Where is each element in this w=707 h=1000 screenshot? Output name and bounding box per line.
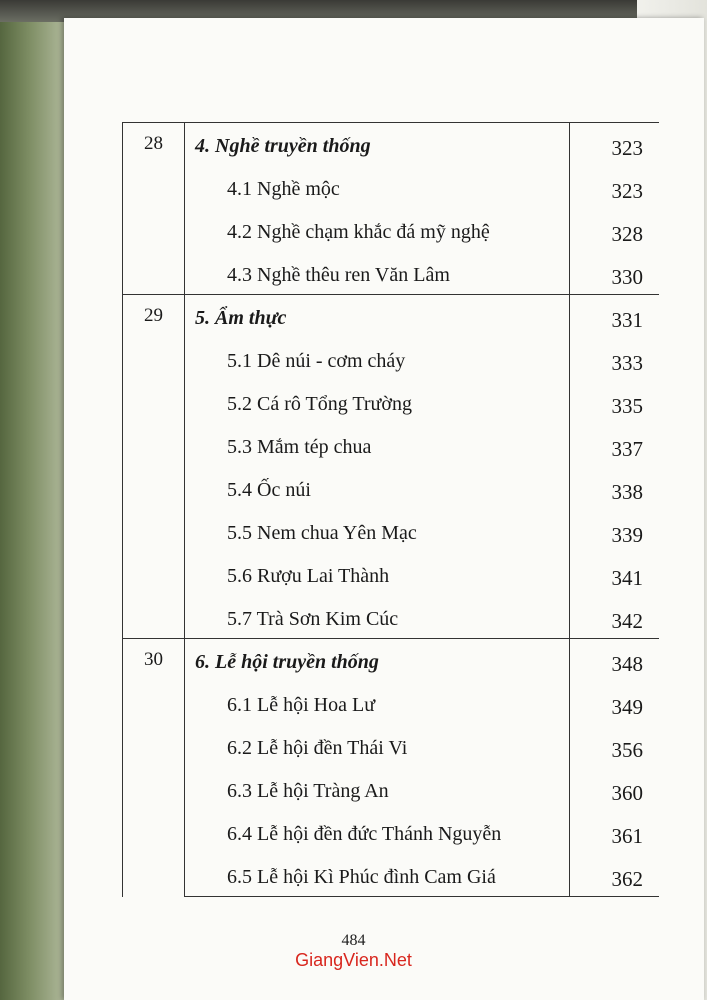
item-title-cell xyxy=(185,725,570,768)
item-page-number: 330 xyxy=(611,264,643,289)
section-number-cell xyxy=(123,123,185,295)
item-page-cell xyxy=(570,510,660,553)
item-title: 5.2 Cá rô Tổng Trường xyxy=(227,392,412,415)
toc-item-row xyxy=(123,725,660,768)
section-title: 4. Nghề truyền thống xyxy=(195,135,371,157)
item-title-cell xyxy=(185,768,570,811)
section-page-cell xyxy=(570,639,660,682)
toc-item-row xyxy=(123,381,660,424)
toc-item-row xyxy=(123,553,660,596)
item-page-number: 342 xyxy=(611,608,643,633)
toc-item-row xyxy=(123,854,660,897)
section-number: 30 xyxy=(144,649,163,670)
item-title: 4.2 Nghề chạm khắc đá mỹ nghệ xyxy=(227,220,490,243)
item-page-number: 362 xyxy=(611,866,643,891)
item-page-cell xyxy=(570,467,660,510)
item-title-cell xyxy=(185,166,570,209)
item-title-cell xyxy=(185,553,570,596)
item-title-cell xyxy=(185,811,570,854)
toc-item-row xyxy=(123,166,660,209)
item-title: 4.1 Nghề mộc xyxy=(227,177,340,200)
item-title: 5.6 Rượu Lai Thành xyxy=(227,564,390,587)
toc-item-row xyxy=(123,252,660,295)
toc-item-row xyxy=(123,811,660,854)
item-page-cell xyxy=(570,596,660,639)
item-page-cell xyxy=(570,854,660,897)
section-number-cell xyxy=(123,295,185,639)
section-page-number: 348 xyxy=(611,652,643,676)
item-page-number: 356 xyxy=(611,737,643,762)
toc-item-row xyxy=(123,682,660,725)
section-number: 29 xyxy=(144,305,163,326)
toc-item-row xyxy=(123,596,660,639)
toc-item-row xyxy=(123,467,660,510)
item-page-number: 335 xyxy=(611,393,643,418)
item-page-number: 328 xyxy=(611,221,643,246)
toc-body xyxy=(123,123,660,897)
item-title: 6.4 Lễ hội đền đức Thánh Nguyễn xyxy=(227,822,502,845)
section-title-cell xyxy=(185,123,570,166)
section-number: 28 xyxy=(144,133,163,154)
item-page-cell xyxy=(570,553,660,596)
item-title: 6.5 Lễ hội Kì Phúc đình Cam Giá xyxy=(227,865,496,888)
item-title-cell xyxy=(185,510,570,553)
section-number-cell xyxy=(123,639,185,897)
item-page-cell xyxy=(570,768,660,811)
item-title-cell xyxy=(185,854,570,897)
section-title: 6. Lễ hội truyền thống xyxy=(195,651,379,673)
item-page-cell xyxy=(570,725,660,768)
item-title: 6.2 Lễ hội đền Thái Vi xyxy=(227,736,408,759)
item-title: 5.7 Trà Sơn Kim Cúc xyxy=(227,607,399,630)
item-title: 4.3 Nghề thêu ren Văn Lâm xyxy=(227,263,450,286)
item-page-cell xyxy=(570,252,660,295)
item-page-cell xyxy=(570,166,660,209)
section-title: 5. Ẩm thực xyxy=(195,307,287,329)
item-title-cell xyxy=(185,424,570,467)
item-title-cell xyxy=(185,252,570,295)
toc-item-row xyxy=(123,424,660,467)
item-page-number: 338 xyxy=(611,479,643,504)
background-left-edge xyxy=(0,0,70,1000)
item-page-number: 333 xyxy=(611,350,643,375)
item-page-cell xyxy=(570,811,660,854)
item-title-cell xyxy=(185,338,570,381)
toc-section-row xyxy=(123,295,660,338)
section-page-cell xyxy=(570,295,660,338)
watermark-text: GiangVien.Net xyxy=(295,950,412,970)
item-page-cell xyxy=(570,424,660,467)
item-page-number: 360 xyxy=(611,780,643,805)
item-page-cell xyxy=(570,338,660,381)
toc-item-row xyxy=(123,338,660,381)
page-number: 484 xyxy=(341,932,366,949)
toc-item-row xyxy=(123,768,660,811)
item-page-number: 349 xyxy=(611,694,643,719)
toc-section-row xyxy=(123,639,660,682)
item-page-cell xyxy=(570,209,660,252)
item-page-cell xyxy=(570,381,660,424)
item-page-number: 337 xyxy=(611,436,643,461)
section-title-cell xyxy=(185,295,570,338)
item-title-cell xyxy=(185,209,570,252)
section-title-cell xyxy=(185,639,570,682)
toc-item-row xyxy=(123,510,660,553)
item-title: 5.4 Ốc núi xyxy=(227,478,311,501)
section-page-cell xyxy=(570,123,660,166)
item-page-number: 361 xyxy=(611,823,643,848)
toc-item-row xyxy=(123,209,660,252)
item-title-cell xyxy=(185,596,570,639)
item-page-cell xyxy=(570,682,660,725)
item-title-cell xyxy=(185,467,570,510)
table-of-contents xyxy=(122,122,659,897)
item-title: 5.3 Mắm tép chua xyxy=(227,435,372,458)
item-page-number: 339 xyxy=(611,522,643,547)
item-title: 6.1 Lễ hội Hoa Lư xyxy=(227,693,376,716)
item-title: 5.5 Nem chua Yên Mạc xyxy=(227,521,417,544)
item-page-number: 341 xyxy=(611,565,643,590)
section-page-number: 323 xyxy=(611,136,643,160)
toc-section-row xyxy=(123,123,660,166)
item-title: 5.1 Dê núi - cơm cháy xyxy=(227,349,406,372)
item-title-cell xyxy=(185,381,570,424)
item-title: 6.3 Lễ hội Tràng An xyxy=(227,779,389,802)
section-page-number: 331 xyxy=(611,308,643,332)
item-page-number: 323 xyxy=(611,178,643,203)
item-title-cell xyxy=(185,682,570,725)
